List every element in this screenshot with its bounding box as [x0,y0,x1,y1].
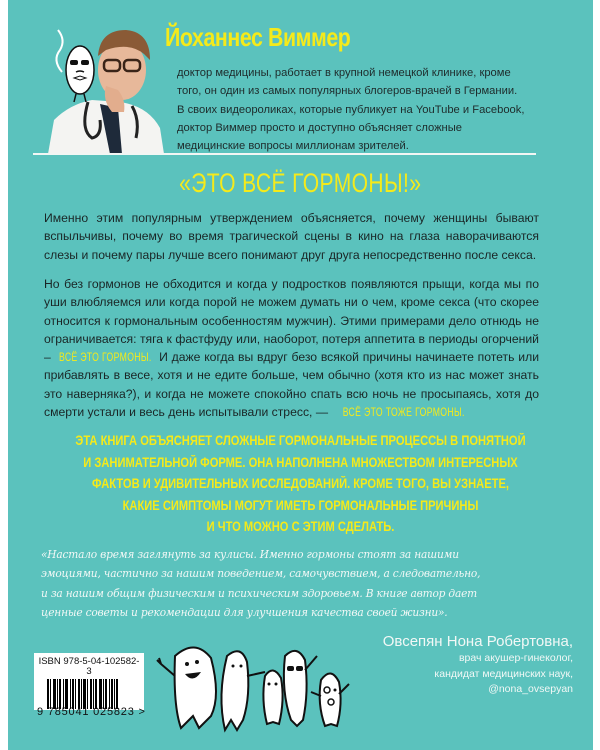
promo-line: И ЧТО МОЖНО С ЭТИМ СДЕЛАТЬ. [206,519,395,534]
author-bio-line: В своих видеороликах, которые публикует на YouTube и Facebook, [177,103,525,116]
quote-line: «Настало время заглянуть за кулисы. Именно гормоны стоят за нашими [41,547,459,561]
paragraph-2-part-2: И даже когда вы вдруг безо всякой причины начинаете потеть или прибавлять в весе, хотя и не едите больше, чем обычно (хотя кто из нас может знать это наверняка?), и когда не можете спокойно спать всю ночь не просыпаясь, хотя до смерти устали и весь день испытывали стресс, — [44,350,540,420]
reviewer-degree: кандидат медицинских наук, [434,667,573,680]
reviewer-name: Овсепян Нона Робертовна, [382,633,573,650]
quote-line: и за нашим общим физическим и психическим здоровьем. В книге автор дает [41,585,478,600]
description-paragraph-1: Именно этим популярным утверждением объясняется, почему женщины бывают вспыльчивы, почему во время трагической сцены в кино на глаза наворачиваются слезы и почему пары лучше всего понимают друг друга непосредственно после секса. [44,211,539,262]
book-back-cover [8,0,593,750]
author-name: Йоханнес Виммер [165,22,351,52]
quote-line: ценные советы и рекомендации для улучшения качества своей жизни». [41,605,448,620]
quote-line: эмоциями, частично за нашим поведением, самочувствием, а следовательно, [41,566,481,581]
highlight-all-hormones: ВСЁ ЭТО ГОРМОНЫ. [58,350,152,365]
review-quote [41,545,561,623]
promo-line: ЭТА КНИГА ОБЪЯСНЯЕТ СЛОЖНЫЕ ГОРМОНАЛЬНЫЕ ПРОЦЕССЫ В ПОНЯТНОЙ [75,433,526,448]
reviewer-handle: @nona_ovsepyan [488,683,573,695]
promo-block [8,430,593,538]
author-bio-line: того, он один из самых популярных блогеров-врачей в Германии. [177,85,518,98]
promo-line: И ЗАНИМАТЕЛЬНОЙ ФОРМЕ. ОНА НАПОЛНЕНА МНОЖЕСТВОМ ИНТЕРЕСНЫХ [83,454,518,470]
main-heading [8,168,593,199]
cartoon-characters-icon [155,636,355,736]
author-bio-line: медицинские вопросы миллионам зрителей. [177,140,409,153]
author-portrait-icon [40,20,172,154]
section-divider [33,153,536,155]
highlight-also-hormones: ВСЁ ЭТО ТОЖЕ ГОРМОНЫ. [343,405,466,420]
isbn-barcode [34,653,146,718]
description-paragraph-2 [44,275,539,421]
reviewer-block [383,633,573,698]
author-bio [177,64,577,155]
isbn-label: ISBN 978-5-04-102582-3 [38,656,140,677]
barcode-bars-icon [47,679,133,709]
reviewer-title: врач акушер-гинеколог, [458,652,573,664]
promo-line: КАКИЕ СИМПТОМЫ МОГУТ ИМЕТЬ ГОРМОНАЛЬНЫЕ ПРИЧИНЫ [122,497,479,513]
author-bio-line: доктор Виммер просто и доступно объясняет сложные [177,121,462,134]
author-bio-line: доктор медицины, работает в крупной немецкой клинике, кроме [177,67,511,79]
main-heading-text: «ЭТО ВСЁ ГОРМОНЫ!» [179,168,422,198]
paragraph-2-part-1: Но без гормонов не обходится и когда у подростков появляются прыщи, когда мы по уши влюбляемся или когда порой не можем думать ни о чем, кроме секса (что скорее относится к гормональным особенностям мужчин). Этими примерами дело отнюдь не ограничивается: тяга к фастфуду или, наоборот, потеря аппетита в периоды огорчений – [44,277,539,365]
promo-line: ФАКТОВ И УДИВИТЕЛЬНЫХ ИССЛЕДОВАНИЙ. КРОМЕ ТОГО, ВЫ УЗНАЕТЕ, [92,476,509,491]
barcode-digits: 9 785041 025823 > [37,706,146,718]
